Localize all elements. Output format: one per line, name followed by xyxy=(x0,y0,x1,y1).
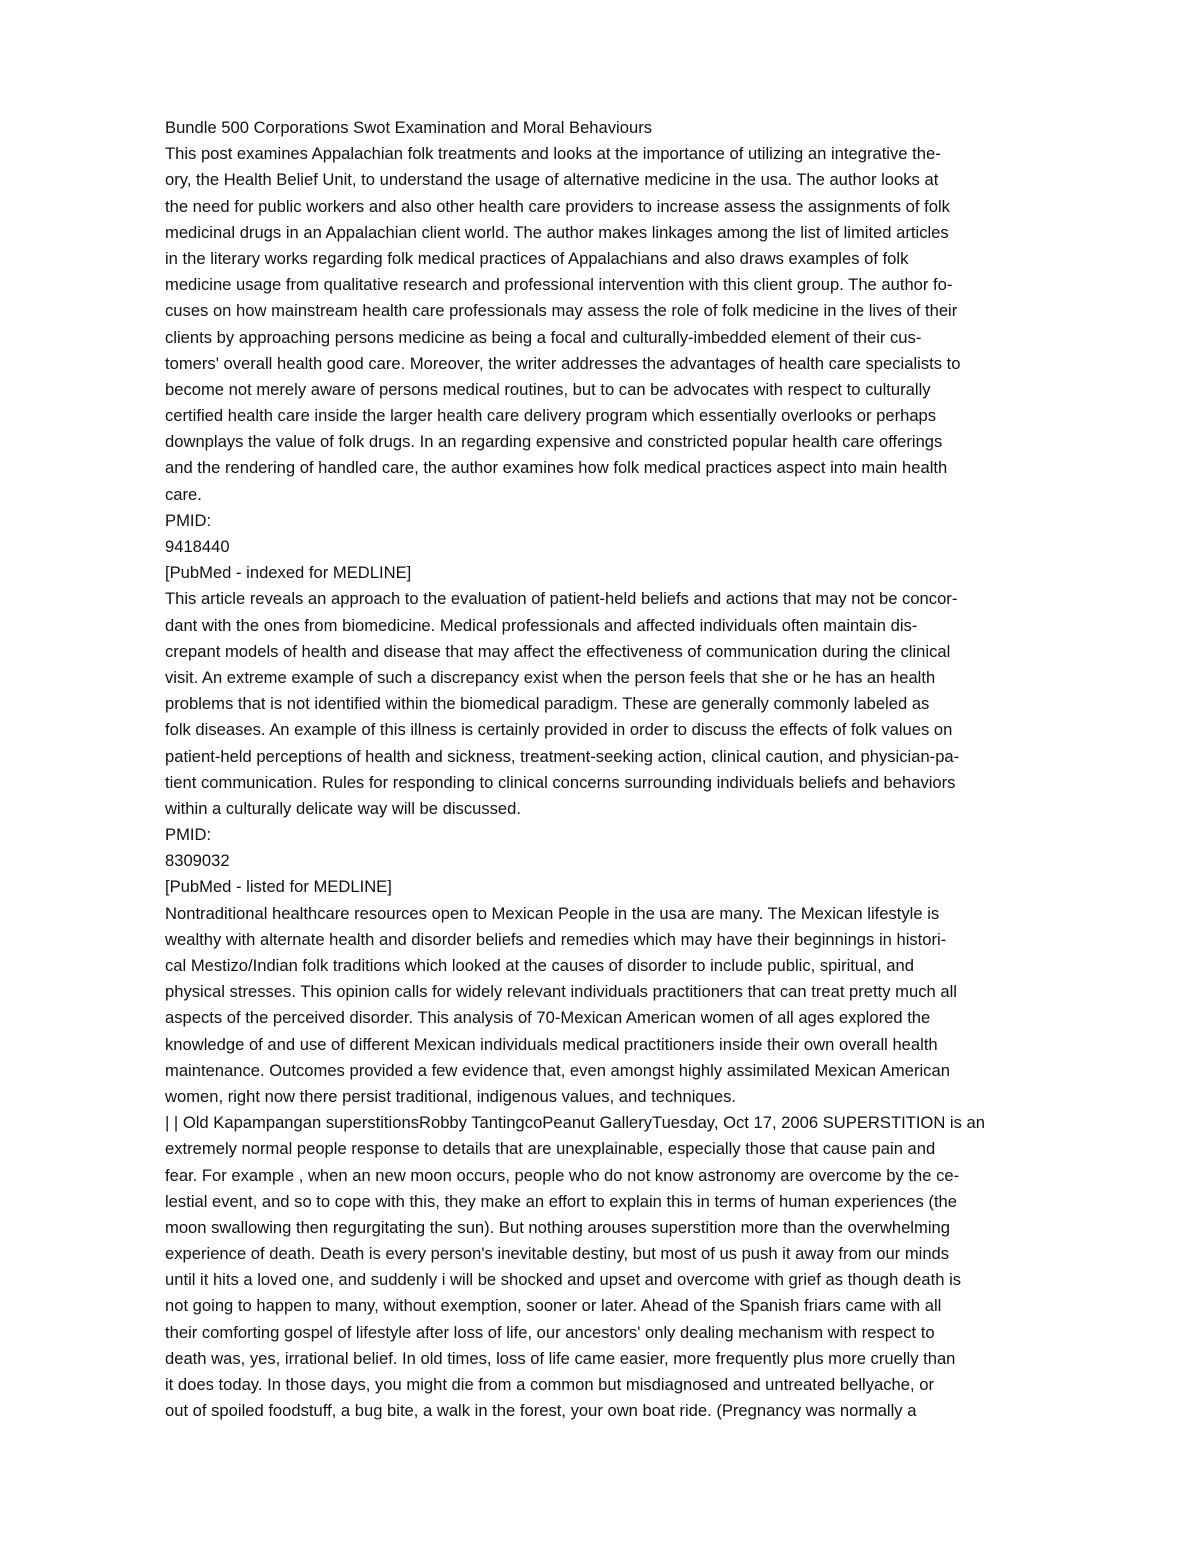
text-line: This article reveals an approach to the evaluation of patient-held beliefs and actions that may not be concor- xyxy=(165,589,958,609)
text-line: PMID: xyxy=(165,510,212,530)
text-line: aspects of the perceived disorder. This analysis of 70-Mexican American women of all ages explored the xyxy=(165,1008,931,1028)
text-line: in the literary works regarding folk medical practices of Appalachians and also draws examples of folk xyxy=(165,248,909,268)
text-line: | | Old Kapampangan superstitionsRobby TantingcoPeanut GalleryTuesday, Oct 17, 2006 SUPERSTITION is an xyxy=(165,1113,985,1133)
text-line: patient-held perceptions of health and sickness, treatment-seeking action, clinical caution, and physician-pa- xyxy=(165,746,960,766)
text-line: 8309032 xyxy=(165,851,230,871)
text-line: crepant models of health and disease that may affect the effectiveness of communication during the clinical xyxy=(165,641,951,661)
text-line: out of spoiled foodstuff, a bug bite, a walk in the forest, your own boat ride. (Pregnancy was normally a xyxy=(165,1401,917,1421)
text-line: it does today. In those days, you might die from a common but misdiagnosed and untreated bellyache, or xyxy=(165,1375,934,1394)
text-line: their comforting gospel of lifestyle after loss of life, our ancestors' only dealing mechanism with respect to xyxy=(165,1322,935,1342)
text-line: physical stresses. This opinion calls for widely relevant individuals practitioners that can treat pretty much all xyxy=(165,982,957,1002)
text-line: [PubMed - listed for MEDLINE] xyxy=(165,877,392,897)
text-line: certified health care inside the larger health care delivery program which essentially overlooks or perhaps xyxy=(165,406,937,426)
text-line: wealthy with alternate health and disorder beliefs and remedies which may have their beginnings in histori- xyxy=(165,929,947,949)
text-line: extremely normal people response to details that are unexplainable, especially those that cause pain and xyxy=(165,1139,936,1159)
text-line: 9418440 xyxy=(165,537,230,556)
document-body xyxy=(165,115,1125,1424)
text-line: downplays the value of folk drugs. In an regarding expensive and constricted popular health care offerings xyxy=(165,432,943,452)
text-line: care. xyxy=(165,484,202,504)
text-line: and the rendering of handled care, the author examines how folk medical practices aspect into main health xyxy=(165,458,948,478)
text-line: medicinal drugs in an Appalachian client world. The author makes linkages among the list of limited articles xyxy=(165,222,949,242)
text-line: cuses on how mainstream health care professionals may assess the role of folk medicine in the lives of their xyxy=(165,301,958,321)
text-line: ory, the Health Belief Unit, to understand the usage of alternative medicine in the usa. The author looks at xyxy=(165,170,939,190)
text-line: [PubMed - indexed for MEDLINE] xyxy=(165,563,412,583)
text-line: problems that is not identified within the biomedical paradigm. These are generally commonly labeled as xyxy=(165,694,930,714)
text-line: This post examines Appalachian folk treatments and looks at the importance of utilizing an integrative the- xyxy=(165,144,941,164)
text-line: fear. For example , when an new moon occurs, people who do not know astronomy are overcome by the ce- xyxy=(165,1165,960,1185)
text-line: folk diseases. An example of this illness is certainly provided in order to discuss the effects of folk values on xyxy=(165,720,953,740)
text-line: knowledge of and use of different Mexican individuals medical practitioners inside their own overall health xyxy=(165,1034,938,1054)
text-line: moon swallowing then regurgitating the sun). But nothing arouses superstition more than the overwhelming xyxy=(165,1217,950,1237)
text-line: clients by approaching persons medicine as being a focal and culturally-imbedded element of their cus- xyxy=(165,327,922,347)
text-line: become not merely aware of persons medical routines, but to can be advocates with respect to culturally xyxy=(165,379,931,399)
text-line: within a culturally delicate way will be discussed. xyxy=(165,798,522,818)
text-line: death was, yes, irrational belief. In old times, loss of life came easier, more frequently plus more cruelly than xyxy=(165,1348,956,1368)
text-line: women, right now there persist traditional, indigenous values, and techniques. xyxy=(165,1086,736,1106)
text-line: tient communication. Rules for responding to clinical concerns surrounding individuals beliefs and behaviors xyxy=(165,772,956,792)
document-title: Bundle 500 Corporations Swot Examination and Moral Behaviours xyxy=(165,118,653,137)
text-line: medicine usage from qualitative research and professional intervention with this client group. The author fo- xyxy=(165,275,953,295)
text-line: PMID: xyxy=(165,825,212,845)
text-line: tomers' overall health good care. Moreover, the writer addresses the advantages of health care specialists to xyxy=(165,353,961,373)
text-line: the need for public workers and also other health care providers to increase assess the assignments of folk xyxy=(165,196,950,216)
text-line: until it hits a loved one, and suddenly i will be shocked and upset and overcome with grief as though death is xyxy=(165,1270,962,1290)
text-line: dant with the ones from biomedicine. Medical professionals and affected individuals often maintain dis- xyxy=(165,615,918,635)
text-line: visit. An extreme example of such a discrepancy exist when the person feels that she or he has an health xyxy=(165,667,936,687)
text-line: Nontraditional healthcare resources open to Mexican People in the usa are many. The Mexican lifestyle is xyxy=(165,903,940,923)
text-line: not going to happen to many, without exemption, sooner or later. Ahead of the Spanish friars came with all xyxy=(165,1296,942,1316)
text-line: experience of death. Death is every person's inevitable destiny, but most of us push it away from our minds xyxy=(165,1244,950,1264)
text-line: maintenance. Outcomes provided a few evidence that, even amongst highly assimilated Mexican American xyxy=(165,1060,950,1080)
text-line: cal Mestizo/Indian folk traditions which looked at the causes of disorder to include public, spiritual, and xyxy=(165,956,914,975)
text-line: lestial event, and so to cope with this, they make an effort to explain this in terms of human experiences (the xyxy=(165,1191,958,1211)
